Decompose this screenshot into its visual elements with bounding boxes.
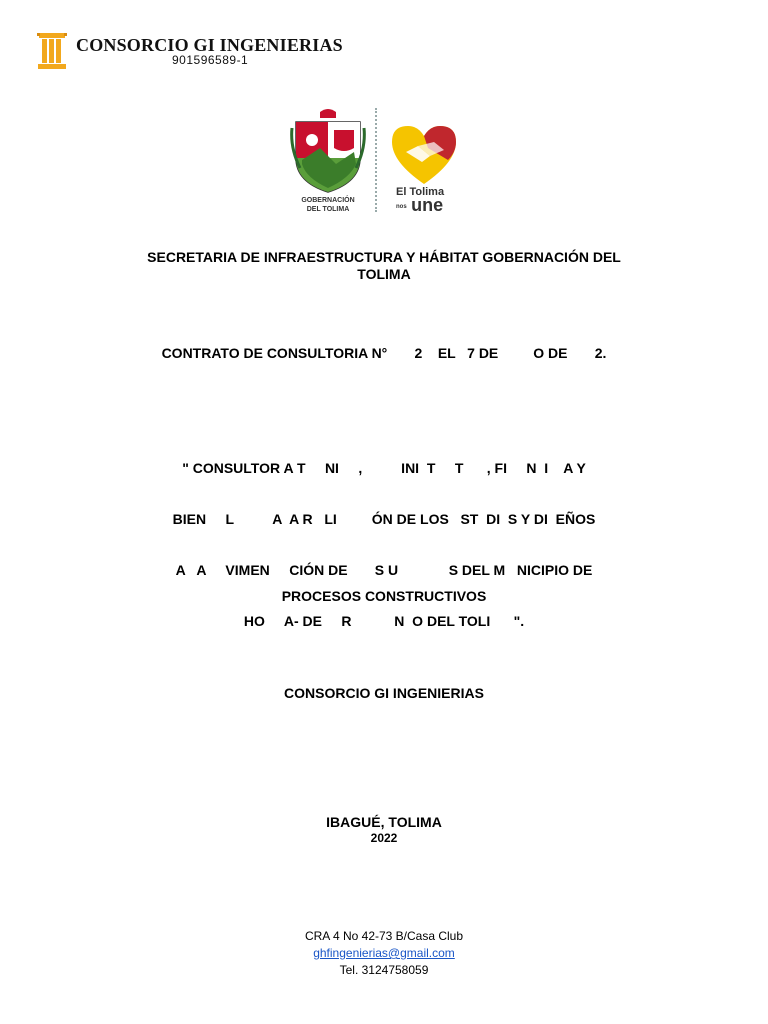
- tolima-caption-small: nos: [396, 203, 407, 210]
- contract-object-line3: A A VIMEN CIÓN DE S U S DEL M NICIPIO DE: [175, 562, 593, 578]
- consortium-name: CONSORCIO GI INGENIERIAS: [284, 685, 484, 701]
- gobernacion-caption-line1: GOBERNACIÓN: [301, 197, 355, 204]
- handshake-heart-icon: [388, 122, 460, 186]
- gobernacion-caption: [286, 196, 370, 214]
- tolima-une-caption: [396, 187, 444, 214]
- footer-email-link[interactable]: ghfingenierias@gmail.com: [313, 946, 455, 960]
- tolima-caption-big: une: [411, 195, 444, 215]
- tolima-caption-line2: [396, 195, 444, 215]
- document-title-line2: TOLIMA: [357, 266, 411, 282]
- document-title: [0, 249, 768, 283]
- logo-divider: [375, 108, 377, 212]
- contract-object-line4: HO A- DE R N O DEL TOLI ".: [243, 613, 525, 629]
- document-title-line1: SECRETARIA DE INFRAESTRUCTURA Y HÁBITAT GOBERNACIÓN DEL: [147, 249, 621, 265]
- gobernacion-crest-icon: [290, 108, 366, 194]
- contract-number: CONTRATO DE CONSULTORIA N° 2 EL 7 DE O DE 2.: [161, 345, 607, 361]
- company-name: CONSORCIO GI INGENIERIAS: [76, 35, 343, 55]
- year: 2022: [370, 831, 398, 845]
- contract-object: [0, 426, 768, 647]
- tolima-caption-line1: El Tolima: [396, 186, 445, 198]
- footer: [0, 928, 768, 979]
- contract-object-line1: " CONSULTOR A T NI , INI T T , FI N I A Y: [182, 460, 586, 476]
- company-logo-icon: [37, 33, 67, 69]
- footer-address: CRA 4 No 42-73 B/Casa Club: [304, 929, 464, 943]
- document-type: PROCESOS CONSTRUCTIVOS: [281, 588, 487, 604]
- footer-phone: Tel. 3124758059: [339, 963, 429, 977]
- gobernacion-caption-line2: DEL TOLIMA: [306, 206, 350, 213]
- contract-object-line2: BIEN L A A R LI ÓN DE LOS ST DI S Y DI EÑOS: [172, 511, 596, 527]
- city: IBAGUÉ, TOLIMA: [326, 814, 442, 830]
- company-nit: 901596589-1: [172, 53, 249, 67]
